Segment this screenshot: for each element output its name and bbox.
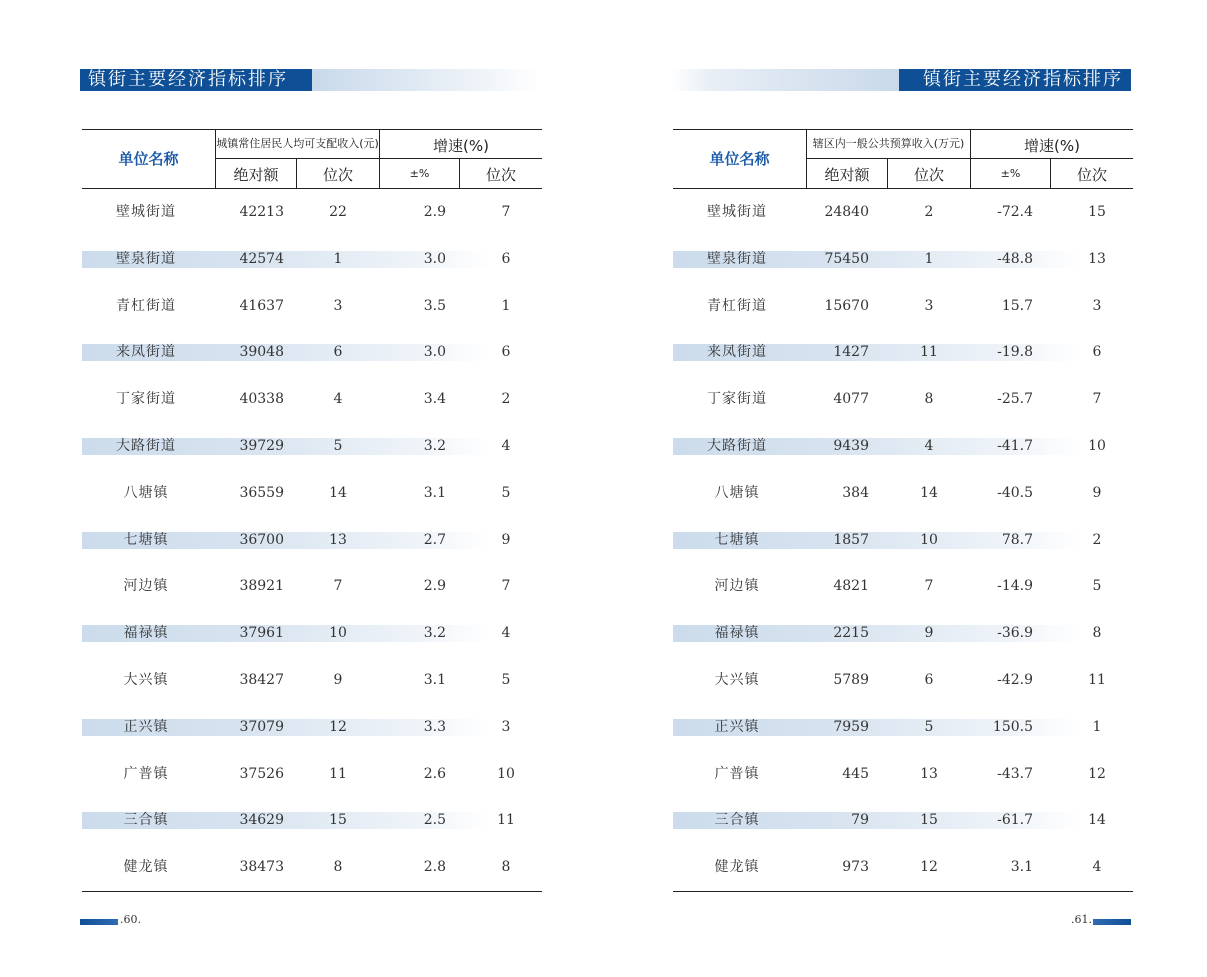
growth-rank-cell: 15 <box>1088 204 1106 220</box>
table-row <box>673 329 1133 376</box>
rank-cell: 1 <box>333 250 343 267</box>
rank-cell: 1 <box>924 250 934 267</box>
absolute-value-cell: 40338 <box>239 391 284 408</box>
rank-cell: 15 <box>329 812 347 829</box>
table-row <box>82 283 542 330</box>
unit-name-cell: 八塘镇 <box>123 484 169 501</box>
table-row <box>82 423 542 470</box>
page-number: .61. <box>1071 913 1092 926</box>
table-row <box>82 189 542 236</box>
unit-name-cell: 健龙镇 <box>123 859 169 876</box>
rank-cell: 9 <box>924 625 934 642</box>
rank-cell: 14 <box>920 484 938 501</box>
rank-cell: 5 <box>924 718 934 735</box>
page-number-bar <box>1093 919 1131 925</box>
table-row <box>673 797 1133 844</box>
unit-name-cell: 三合镇 <box>714 812 760 829</box>
unit-name-cell: 丁家街道 <box>116 391 176 408</box>
growth-rank-cell: 7 <box>501 578 511 595</box>
growth-pct-cell: 2.5 <box>423 812 446 829</box>
growth-pct-cell: 3.0 <box>423 250 446 267</box>
absolute-value-cell: 1427 <box>833 344 869 361</box>
absolute-value-cell: 2215 <box>833 625 869 642</box>
absolute-value-cell: 39729 <box>239 437 284 454</box>
growth-pct-cell: 3.2 <box>423 437 446 454</box>
absolute-value-cell: 38473 <box>239 859 284 876</box>
rank-cell: 8 <box>924 391 934 408</box>
unit-name-cell: 大兴镇 <box>714 671 760 688</box>
growth-rank-cell: 2 <box>501 391 511 408</box>
unit-name-cell: 三合镇 <box>123 812 169 829</box>
absolute-value-cell: 973 <box>842 859 869 876</box>
absolute-value-cell: 42213 <box>239 204 284 220</box>
unit-name-cell: 河边镇 <box>714 578 760 595</box>
rank-cell: 6 <box>924 671 934 688</box>
rank-cell: 13 <box>920 765 938 782</box>
growth-rank-cell: 7 <box>1092 391 1102 408</box>
absolute-value-cell: 36700 <box>239 531 284 548</box>
unit-name-cell: 福禄镇 <box>123 625 169 642</box>
unit-name-cell: 壁泉街道 <box>116 250 176 267</box>
unit-name-cell: 七塘镇 <box>123 531 169 548</box>
growth-rank-cell: 7 <box>501 204 511 220</box>
rank-cell: 10 <box>920 531 938 548</box>
table-row <box>673 236 1133 283</box>
rank-cell: 9 <box>333 671 343 688</box>
growth-pct-cell: 15.7 <box>1001 297 1033 314</box>
table-row <box>82 470 542 517</box>
pct-header: ±% <box>1000 167 1021 180</box>
absolute-value-cell: 75450 <box>824 250 869 267</box>
section-banner <box>671 69 1131 91</box>
section-title: 镇街主要经济指标排序 <box>80 69 312 91</box>
table-row <box>82 517 542 564</box>
growth-rank-cell: 9 <box>1092 484 1102 501</box>
unit-name-cell: 大路街道 <box>116 437 176 454</box>
growth-rank-cell: 6 <box>1092 344 1102 361</box>
growth-pct-cell: 3.5 <box>423 297 446 314</box>
absolute-value-cell: 37961 <box>239 625 284 642</box>
unit-name-cell: 健龙镇 <box>714 859 760 876</box>
rank-cell: 6 <box>333 344 343 361</box>
growth-pct-cell: -14.9 <box>997 578 1033 595</box>
table-header <box>673 129 1133 189</box>
growth-rank-cell: 4 <box>501 625 511 642</box>
growth-rank-cell: 14 <box>1088 812 1106 829</box>
growth-pct-cell: 3.2 <box>423 625 446 642</box>
growth-pct-cell: -19.8 <box>997 344 1033 361</box>
growth-pct-cell: 3.3 <box>423 718 446 735</box>
growth-rank-cell: 9 <box>501 531 511 548</box>
table-row <box>82 751 542 798</box>
table-row <box>673 470 1133 517</box>
growth-pct-cell: 150.5 <box>992 718 1033 735</box>
absolute-value-cell: 41637 <box>239 297 284 314</box>
growth-pct-cell: 2.9 <box>423 578 446 595</box>
growth-rank-cell: 6 <box>501 344 511 361</box>
absolute-value-cell: 445 <box>842 765 869 782</box>
table-row <box>673 517 1133 564</box>
section-title: 镇街主要经济指标排序 <box>899 69 1131 91</box>
growth-pct-cell: -36.9 <box>997 625 1033 642</box>
unit-name-cell: 来凤街道 <box>707 344 767 361</box>
unit-name-cell: 七塘镇 <box>714 531 760 548</box>
rank-cell: 7 <box>924 578 934 595</box>
table-row <box>82 376 542 423</box>
rank-cell: 3 <box>924 297 934 314</box>
table-row <box>82 563 542 610</box>
absolute-value-cell: 24840 <box>824 204 869 220</box>
table-row <box>82 610 542 657</box>
absolute-value-cell: 38427 <box>239 671 284 688</box>
growth-pct-cell: 78.7 <box>1001 531 1033 548</box>
unit-name-cell: 正兴镇 <box>714 718 760 735</box>
rank-cell: 12 <box>920 859 938 876</box>
table-row <box>673 189 1133 236</box>
growth-pct-cell: -25.7 <box>997 391 1033 408</box>
table-row <box>673 751 1133 798</box>
unit-name-cell: 广普镇 <box>123 765 169 782</box>
unit-name-cell: 青杠街道 <box>116 297 176 314</box>
growth-rank-cell: 3 <box>501 718 511 735</box>
ranking-table <box>673 129 1133 892</box>
unit-name-cell: 广普镇 <box>714 765 760 782</box>
absolute-value-cell: 7959 <box>833 718 869 735</box>
table-row <box>673 423 1133 470</box>
unit-name-cell: 壁城街道 <box>116 204 176 220</box>
unit-name-cell: 八塘镇 <box>714 484 760 501</box>
ranking-table <box>82 129 542 892</box>
metric-header: 辖区内一般公共预算收入(万元) <box>812 137 965 150</box>
growth-rank-cell: 13 <box>1088 250 1106 267</box>
growth-rank-cell: 5 <box>1092 578 1102 595</box>
growth-pct-cell: -42.9 <box>997 671 1033 688</box>
left-page <box>80 0 540 977</box>
growth-rank-cell: 8 <box>501 859 511 876</box>
table-row <box>673 844 1133 891</box>
table-header <box>82 129 542 189</box>
growth-pct-cell: -72.4 <box>997 204 1033 220</box>
absolute-value-cell: 4077 <box>833 391 869 408</box>
growth-pct-cell: 2.7 <box>423 531 446 548</box>
absolute-value-cell: 79 <box>851 812 869 829</box>
rank-cell: 2 <box>924 204 934 220</box>
unit-name-header: 单位名称 <box>709 150 770 168</box>
page-number-bar <box>80 919 118 925</box>
growth-pct-cell: 2.8 <box>423 859 446 876</box>
absolute-value-cell: 37079 <box>239 718 284 735</box>
growth-pct-cell: -43.7 <box>997 765 1033 782</box>
absolute-value-cell: 39048 <box>239 344 284 361</box>
table-bottom-rule <box>82 891 542 892</box>
rank-cell: 10 <box>329 625 347 642</box>
rank-cell: 11 <box>920 344 938 361</box>
growth-rank-header: 位次 <box>1076 166 1107 184</box>
page-number: .60. <box>120 913 141 926</box>
rank-cell: 5 <box>333 437 343 454</box>
absolute-value-cell: 1857 <box>833 531 869 548</box>
growth-rank-cell: 4 <box>1092 859 1102 876</box>
rank-cell: 15 <box>920 812 938 829</box>
growth-rank-cell: 11 <box>497 812 515 829</box>
growth-pct-cell: 3.4 <box>423 391 446 408</box>
unit-name-cell: 来凤街道 <box>116 344 176 361</box>
rank-cell: 8 <box>333 859 343 876</box>
unit-name-cell: 正兴镇 <box>123 718 169 735</box>
growth-rank-cell: 5 <box>501 484 511 501</box>
table-rule <box>806 158 1133 159</box>
growth-rank-cell: 10 <box>497 765 515 782</box>
growth-rank-cell: 2 <box>1092 531 1102 548</box>
rank-cell: 11 <box>329 765 347 782</box>
absolute-header: 绝对额 <box>824 166 870 184</box>
table-bottom-rule <box>673 891 1133 892</box>
table-row <box>673 283 1133 330</box>
absolute-value-cell: 36559 <box>239 484 284 501</box>
absolute-value-cell: 4821 <box>833 578 869 595</box>
growth-rank-cell: 3 <box>1092 297 1102 314</box>
rank-cell: 14 <box>329 484 347 501</box>
rank-cell: 3 <box>333 297 343 314</box>
table-body <box>673 189 1133 891</box>
unit-name-cell: 大路街道 <box>707 437 767 454</box>
table-row <box>82 844 542 891</box>
absolute-value-cell: 9439 <box>833 437 869 454</box>
absolute-value-cell: 37526 <box>239 765 284 782</box>
absolute-value-cell: 42574 <box>239 250 284 267</box>
growth-rank-cell: 1 <box>501 297 511 314</box>
metric-header: 城镇常住居民人均可支配收入(元) <box>216 137 379 150</box>
right-page <box>671 0 1131 977</box>
growth-pct-cell: 2.6 <box>423 765 446 782</box>
absolute-value-cell: 38921 <box>239 578 284 595</box>
growth-rank-cell: 5 <box>501 671 511 688</box>
rank-cell: 4 <box>924 437 934 454</box>
rank-cell: 22 <box>329 204 347 220</box>
unit-name-header: 单位名称 <box>118 150 179 168</box>
growth-rank-cell: 11 <box>1088 671 1106 688</box>
table-row <box>82 704 542 751</box>
unit-name-cell: 青杠街道 <box>707 297 767 314</box>
table-row <box>673 657 1133 704</box>
unit-name-cell: 河边镇 <box>123 578 169 595</box>
rank-cell: 4 <box>333 391 343 408</box>
absolute-header: 绝对额 <box>233 166 279 184</box>
unit-name-cell: 壁泉街道 <box>707 250 767 267</box>
growth-header: 增速(%) <box>433 137 489 155</box>
table-row <box>673 376 1133 423</box>
unit-name-cell: 大兴镇 <box>123 671 169 688</box>
absolute-value-cell: 5789 <box>833 671 869 688</box>
growth-rank-cell: 8 <box>1092 625 1102 642</box>
absolute-value-cell: 34629 <box>239 812 284 829</box>
growth-rank-cell: 4 <box>501 437 511 454</box>
rank-cell: 13 <box>329 531 347 548</box>
growth-rank-cell: 6 <box>501 250 511 267</box>
growth-pct-cell: 2.9 <box>423 204 446 220</box>
growth-rank-cell: 1 <box>1092 718 1102 735</box>
section-banner <box>80 69 540 91</box>
table-row <box>82 657 542 704</box>
rank-cell: 12 <box>329 718 347 735</box>
table-row <box>673 704 1133 751</box>
table-body <box>82 189 542 891</box>
table-row <box>82 236 542 283</box>
unit-name-cell: 丁家街道 <box>707 391 767 408</box>
unit-name-cell: 壁城街道 <box>707 204 767 220</box>
table-row <box>82 329 542 376</box>
pct-header: ±% <box>409 167 430 180</box>
unit-name-cell: 福禄镇 <box>714 625 760 642</box>
table-row <box>82 797 542 844</box>
growth-pct-cell: -48.8 <box>997 250 1033 267</box>
growth-pct-cell: 3.0 <box>423 344 446 361</box>
growth-header: 增速(%) <box>1024 137 1080 155</box>
absolute-value-cell: 15670 <box>824 297 869 314</box>
absolute-value-cell: 384 <box>842 484 869 501</box>
growth-pct-cell: 3.1 <box>1010 859 1033 876</box>
rank-header: 位次 <box>322 166 353 184</box>
growth-pct-cell: -61.7 <box>997 812 1033 829</box>
growth-pct-cell: 3.1 <box>423 484 446 501</box>
table-row <box>673 610 1133 657</box>
growth-pct-cell: -40.5 <box>997 484 1033 501</box>
table-rule <box>215 158 542 159</box>
rank-header: 位次 <box>913 166 944 184</box>
growth-pct-cell: 3.1 <box>423 671 446 688</box>
rank-cell: 7 <box>333 578 343 595</box>
growth-rank-cell: 10 <box>1088 437 1106 454</box>
growth-rank-cell: 12 <box>1088 765 1106 782</box>
growth-rank-header: 位次 <box>485 166 516 184</box>
table-row <box>673 563 1133 610</box>
growth-pct-cell: -41.7 <box>997 437 1033 454</box>
